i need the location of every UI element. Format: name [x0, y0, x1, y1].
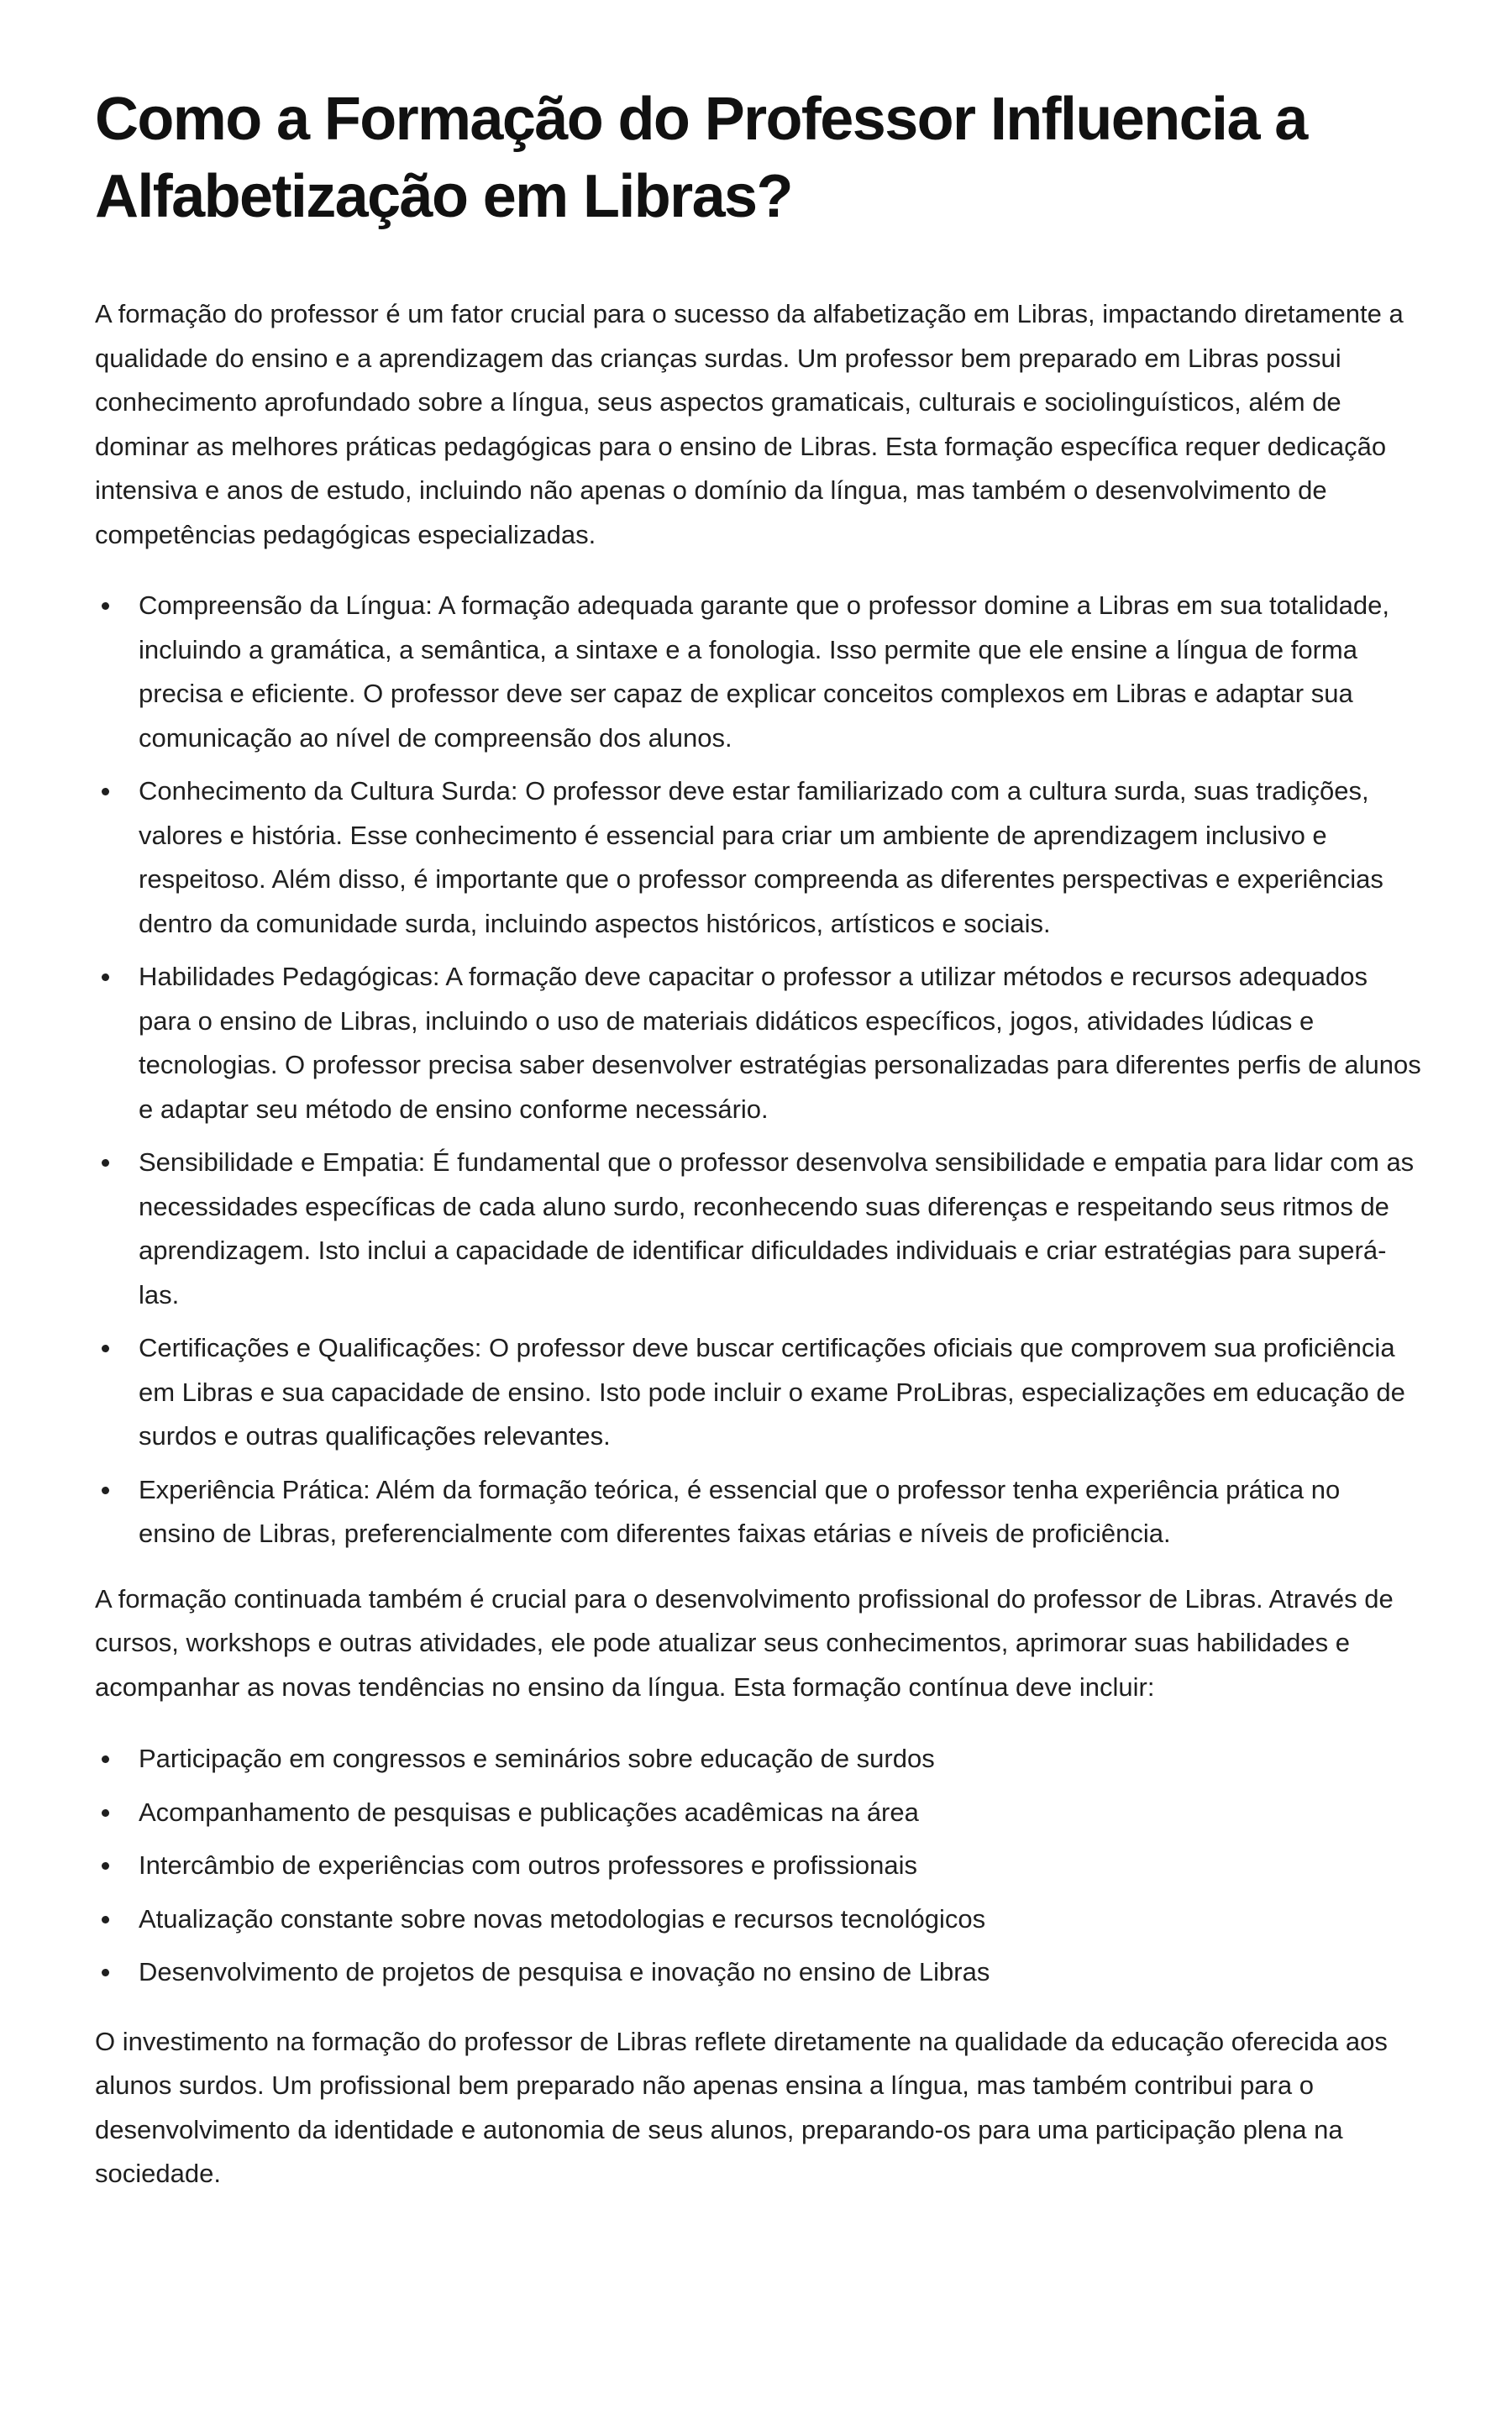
list-item: Experiência Prática: Além da formação teórica, é essencial que o professor tenha experiência prática no ensino de Libras, preferencialmente com diferentes faixas etárias e níveis de proficiência. [95, 1468, 1422, 1556]
continuing-education-paragraph: A formação continuada também é crucial para o desenvolvimento profissional do professor de Libras. Através de cursos, workshops e outras atividades, ele pode atualizar seus conhecimentos, aprimorar suas habilidades e acompanhar as novas tendências no ensino da língua. Esta formação contínua deve incluir: [95, 1583, 1394, 1702]
conclusion-paragraph: O investimento na formação do professor de Libras reflete diretamente na qualidade da educação oferecida aos alunos surdos. Um profissional bem preparado não apenas ensina a língua, mas também contribui para o desenvolvimento da identidade e autonomia de seus alunos, preparando-os para uma participação plena na sociedade. [95, 2026, 1388, 2188]
list-item: Desenvolvimento de projetos de pesquisa e inovação no ensino de Libras [95, 1950, 1422, 1995]
key-points-list [95, 584, 1422, 1556]
page-title: Como a Formação do Professor Influencia a Alfabetização em Libras? [95, 86, 1307, 230]
article [95, 81, 1422, 2196]
list-item: Acompanhamento de pesquisas e publicações acadêmicas na área [95, 1791, 1422, 1835]
list-item: Habilidades Pedagógicas: A formação deve capacitar o professor a utilizar métodos e recursos adequados para o ensino de Libras, incluindo o uso de materiais didáticos específicos, jogos, atividades lúdicas e tecnologias. O professor precisa saber desenvolver estratégias personalizadas para diferentes perfis de alunos e adaptar seu método de ensino conforme necessário. [95, 955, 1422, 1131]
list-item: Intercâmbio de experiências com outros professores e profissionais [95, 1844, 1422, 1888]
intro-paragraph: A formação do professor é um fator crucial para o sucesso da alfabetização em Libras, impactando diretamente a qualidade do ensino e a aprendizagem das crianças surdas. Um professor bem preparado em Libras possui conhecimento aprofundado sobre a língua, seus aspectos gramaticais, culturais e sociolinguísticos, além de dominar as melhores práticas pedagógicas para o ensino de Libras. Esta formação específica requer dedicação intensiva e anos de estudo, incluindo não apenas o domínio da língua, mas também o desenvolvimento de competências pedagógicas especializadas. [95, 299, 1404, 549]
continuing-items-list [95, 1737, 1422, 1995]
list-item: Atualização constante sobre novas metodologias e recursos tecnológicos [95, 1897, 1422, 1942]
list-item: Certificações e Qualificações: O professor deve buscar certificações oficiais que comprovem sua proficiência em Libras e sua capacidade de ensino. Isto pode incluir o exame ProLibras, especializações em educação de surdos e outras qualificações relevantes. [95, 1326, 1422, 1459]
list-item: Conhecimento da Cultura Surda: O professor deve estar familiarizado com a cultura surda, suas tradições, valores e história. Esse conhecimento é essencial para criar um ambiente de aprendizagem inclusivo e respeitoso. Além disso, é importante que o professor compreenda as diferentes perspectivas e experiências dentro da comunidade surda, incluindo aspectos históricos, artísticos e sociais. [95, 769, 1422, 946]
list-item: Participação em congressos e seminários sobre educação de surdos [95, 1737, 1422, 1782]
list-item: Sensibilidade e Empatia: É fundamental que o professor desenvolva sensibilidade e empatia para lidar com as necessidades específicas de cada aluno surdo, reconhecendo suas diferenças e respeitando seus ritmos de aprendizagem. Isto inclui a capacidade de identificar dificuldades individuais e criar estratégias para superá-las. [95, 1141, 1422, 1317]
list-item: Compreensão da Língua: A formação adequada garante que o professor domine a Libras em sua totalidade, incluindo a gramática, a semântica, a sintaxe e a fonologia. Isso permite que ele ensine a língua de forma precisa e eficiente. O professor deve ser capaz de explicar conceitos complexos em Libras e adaptar sua comunicação ao nível de compreensão dos alunos. [95, 584, 1422, 760]
